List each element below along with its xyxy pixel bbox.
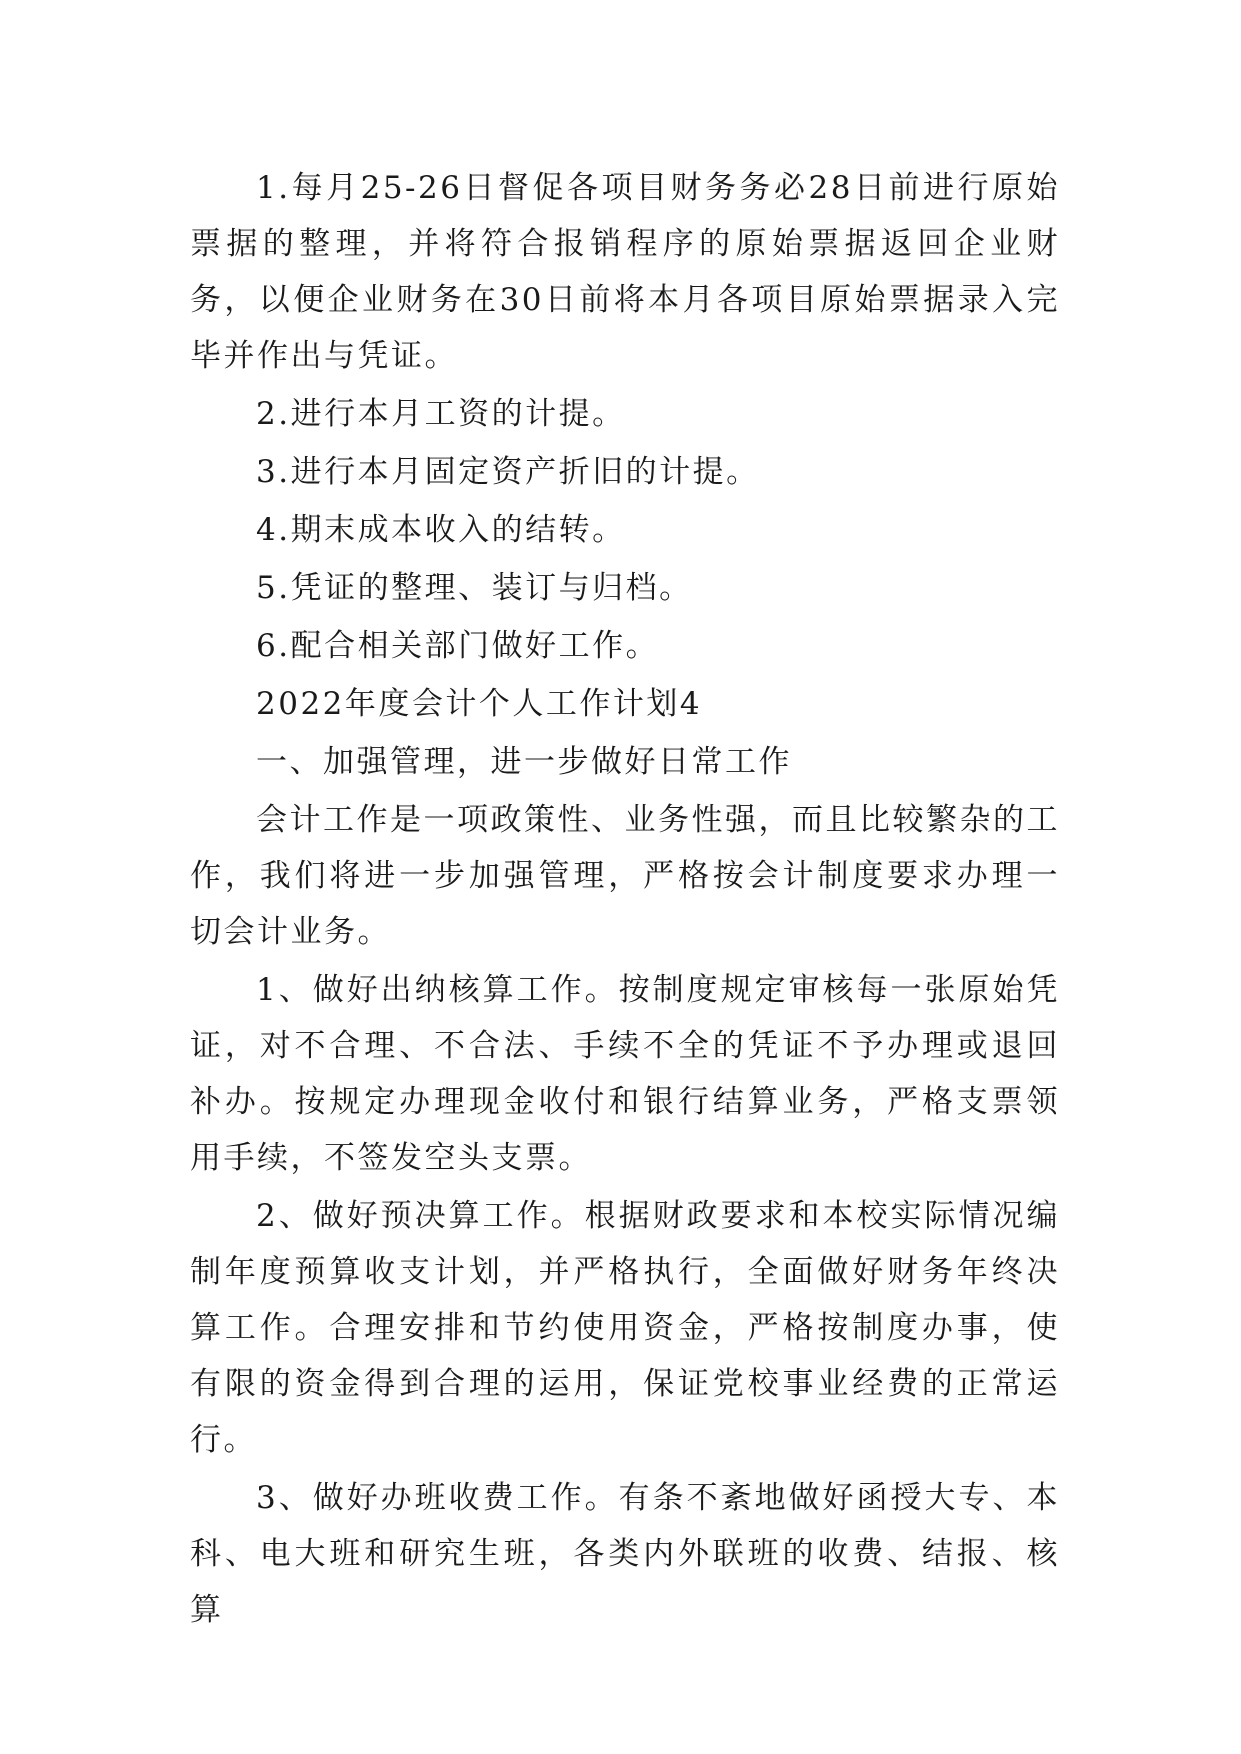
paragraph-budget: 2、做好预决算工作。根据财政要求和本校实际情况编制年度预算收支计划，并严格执行，全面做好财务年终决算工作。合理安排和节约使用资金，严格按制度办事，使有限的资金得到合理的运用，保证党校事业经费的正常运行。	[190, 1198, 1060, 1458]
paragraph-item-2: 2.进行本月工资的计提。	[256, 396, 626, 432]
paragraph-item-4: 4.期末成本收入的结转。	[256, 512, 626, 548]
paragraph-item-1: 1.每月25-26日督促各项目财务务必28日前进行原始票据的整理，并将符合报销程序的原始票据返回企业财务，以便企业财务在30日前将本月各项目原始票据录入完毕并作出与凭证。	[190, 170, 1060, 374]
paragraph-item-3: 3.进行本月固定资产折旧的计提。	[256, 454, 760, 490]
section-heading-plan: 2022年度会计个人工作计划4	[256, 686, 703, 722]
paragraph-item-5: 5.凭证的整理、装订与归档。	[256, 570, 693, 606]
document-body	[190, 160, 1060, 1638]
section-subheading: 一、加强管理，进一步做好日常工作	[256, 744, 792, 780]
paragraph-item-6: 6.配合相关部门做好工作。	[256, 628, 660, 664]
paragraph-intro: 会计工作是一项政策性、业务性强，而且比较繁杂的工作，我们将进一步加强管理，严格按会计制度要求办理一切会计业务。	[190, 802, 1060, 950]
paragraph-fees: 3、做好办班收费工作。有条不紊地做好函授大专、本科、电大班和研究生班，各类内外联班的收费、结报、核算	[190, 1480, 1060, 1628]
paragraph-cashier: 1、做好出纳核算工作。按制度规定审核每一张原始凭证，对不合理、不合法、手续不全的凭证不予办理或退回补办。按规定办理现金收付和银行结算业务，严格支票领用手续，不签发空头支票。	[190, 972, 1060, 1176]
